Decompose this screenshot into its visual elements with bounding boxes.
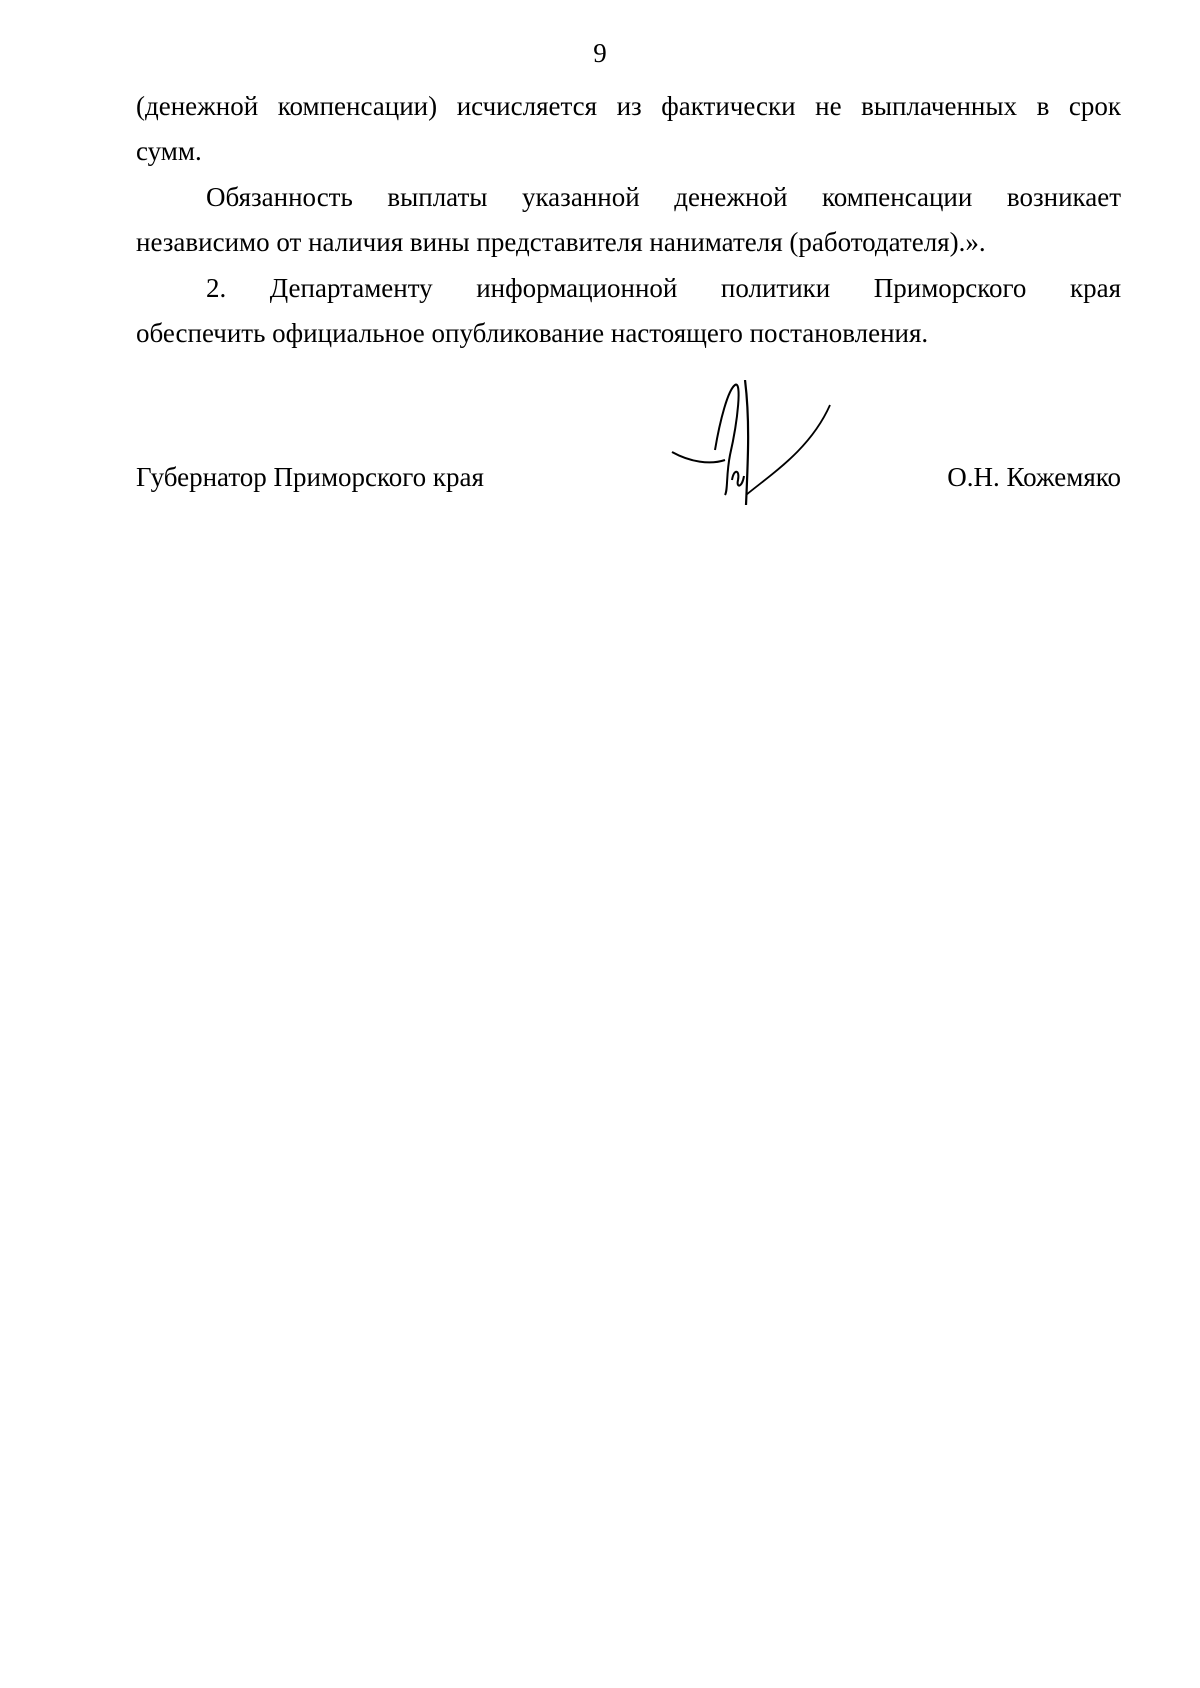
paragraph-1-line-1: (денежной компенсации) исчисляется из фактически не выплаченных в срок <box>136 91 1121 121</box>
page-number: 9 <box>593 38 607 68</box>
paragraph-1-line-2: сумм. <box>136 136 202 166</box>
signatory-position: Губернатор Приморского края <box>136 462 484 492</box>
paragraph-2-line-1: Обязанность выплаты указанной денежной компенсации возникает <box>206 182 1121 212</box>
paragraph-3-line-1: 2. Департаменту информационной политики Приморского края <box>206 273 1121 303</box>
signatory-name: О.Н. Кожемяко <box>947 462 1121 492</box>
paragraph-3-line-2: обеспечить официальное опубликование настоящего постановления. <box>136 318 929 348</box>
signature-icon <box>670 380 855 505</box>
paragraph-2-line-2: независимо от наличия вины представителя нанимателя (работодателя).». <box>136 227 986 257</box>
